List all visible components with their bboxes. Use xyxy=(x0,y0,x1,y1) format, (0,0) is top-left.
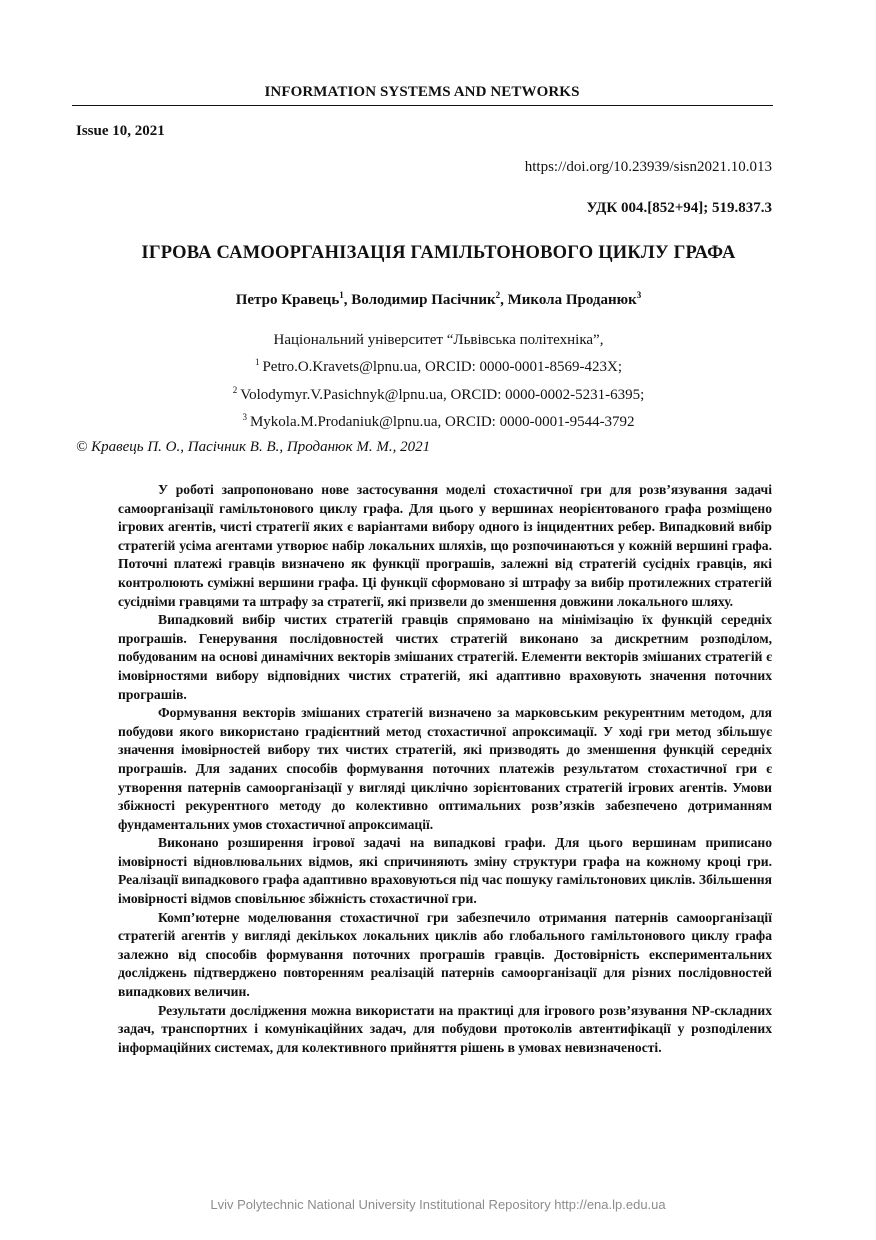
contact-text: Volodymyr.V.Pasichnyk@lpnu.ua, ORCID: 0000-0002-5231-6395; xyxy=(240,386,645,403)
author-sup: 1 xyxy=(339,290,344,300)
author-name: Володимир Пасічник xyxy=(351,292,496,308)
author-name: Петро Кравець xyxy=(235,292,340,308)
article-title: ІГРОВА САМООРГАНІЗАЦІЯ ГАМІЛЬТОНОВОГО ЦИКЛУ ГРАФА xyxy=(141,243,736,263)
contact-line xyxy=(72,351,805,378)
header-rule xyxy=(72,105,773,106)
repository-footer: Lviv Polytechnic National University Institutional Repository http://ena.lp.edu.ua xyxy=(210,1197,666,1212)
author-sup: 3 xyxy=(636,290,642,300)
affiliation-block xyxy=(72,329,805,433)
affiliation: Національний університет “Львівська політехніка”, xyxy=(273,332,604,348)
abstract xyxy=(118,481,772,1057)
author-name: Микола Проданюк xyxy=(507,292,637,308)
abstract-paragraph: У роботі запропоновано нове застосування моделі стохастичної гри для розв’язування задачі самоорганізації гамільтонового циклу графа. Для цього у вершинах неорієнтованого графа розміщено ігрових агентів, чисті стратегії яких є варіантами вибору одного із інцидентних ребер. Випадковий вибір стратегій усіма агентами утворює набір локальних шляхів, що розпочинаються у кожній вершині графа. Поточні платежі гравців визначено як функції програшів, залежні від стратегій сусідніх гравців, які контролюють суміжні вершини графа. Ці функції сформовано зі штрафу за вибір протилежних стратегій сусідніми гравцями та штрафу за стратегії, які призвели до зменшення довжини локального шляху. xyxy=(118,482,772,609)
authors-line: Петро Кравець$^1$, Володимир Пасічник$^2$, Микола Проданюк$^3$ xyxy=(235,290,642,308)
contact-line xyxy=(72,379,805,406)
author-sup: 2 xyxy=(495,290,501,300)
copyright: © Кравець П. О., Пасічник В. В., Проданюк М. М., 2021 xyxy=(76,439,431,455)
udk-code: УДК 004.[852+94]; 519.837.3 xyxy=(586,200,772,216)
contact-sup: 3 xyxy=(242,411,247,422)
abstract-paragraph: Комп’ютерне моделювання стохастичної гри забезпечило отримання патернів самоорганізації стратегій агентів у вигляді декількох локальних циклів або глобального гамільтонового циклу графа залежно від способів формування поточних програшів гравців. Достовірність експериментальних досліджень підтверджено повторенням реалізацій патернів самоорганізації для різних послідовностей випадкових величин. xyxy=(118,909,772,1000)
doi-link[interactable]: https://doi.org/10.23939/sisn2021.10.013 xyxy=(524,159,772,175)
contact-text: Petro.O.Kravets@lpnu.ua, ORCID: 0000-0001-8569-423X; xyxy=(262,359,623,376)
abstract-paragraph: Результати дослідження можна використати на практиці для ігрового розв’язування NP-складних задач, транспортних і комунікаційних задач, для побудови протоколів автентифікації у розподілених інформаційних системах, для колективного прийняття рішень в умовах невизначеності. xyxy=(118,1002,772,1055)
contact-line xyxy=(72,406,805,433)
contact-text: Mykola.M.Prodaniuk@lpnu.ua, ORCID: 0000-0001-9544-3792 xyxy=(249,413,635,430)
abstract-paragraph: Випадковий вибір чистих стратегій гравців спрямовано на мінімізацію їх функцій середніх програшів. Генерування послідовностей чистих стратегій виконано за дискретним розподілом, побудованим на основі динамічних векторів змішаних стратегій. Елементи векторів змішаних стратегій є імовірностями вибору відповідних чистих стратегій, які адаптивно враховують значення поточних програшів. xyxy=(118,612,772,702)
issue-label: Issue 10, 2021 xyxy=(76,123,165,139)
abstract-paragraph: Формування векторів змішаних стратегій визначено за марковським рекурентним методом, для побудови якого використано градієнтний метод стохастичної апроксимації. У ході гри метод збільшує значення імовірностей вибору тих чистих стратегій, які призводять до зменшення функцій середніх програшів. Для заданих способів формування поточних платежів результатом стохастичної гри є утворення патернів самоорганізації у вигляді циклічно зорієнтованих стратегій ігрових агентів. Умови збіжності рекурентного методу до колективно оптимальних розв’язків забезпечено дотриманням фундаментальних умов стохастичної апроксимації. xyxy=(118,705,772,832)
abstract-paragraph: Виконано розширення ігрової задачі на випадкові графи. Для цього вершинам приписано імовірності відновлювальних відмов, які спричиняють зміну структури графа на кожному кроці гри. Реалізації випадкового графа адаптивно враховуються під час пошуку гамільтонових циклів. Збільшення імовірності відмов сповільнює збіжність стохастичної гри. xyxy=(118,835,772,907)
contact-sup: 2 xyxy=(232,384,238,395)
contact-sup: 1 xyxy=(254,357,260,368)
journal-header: INFORMATION SYSTEMS AND NETWORKS xyxy=(264,84,580,100)
